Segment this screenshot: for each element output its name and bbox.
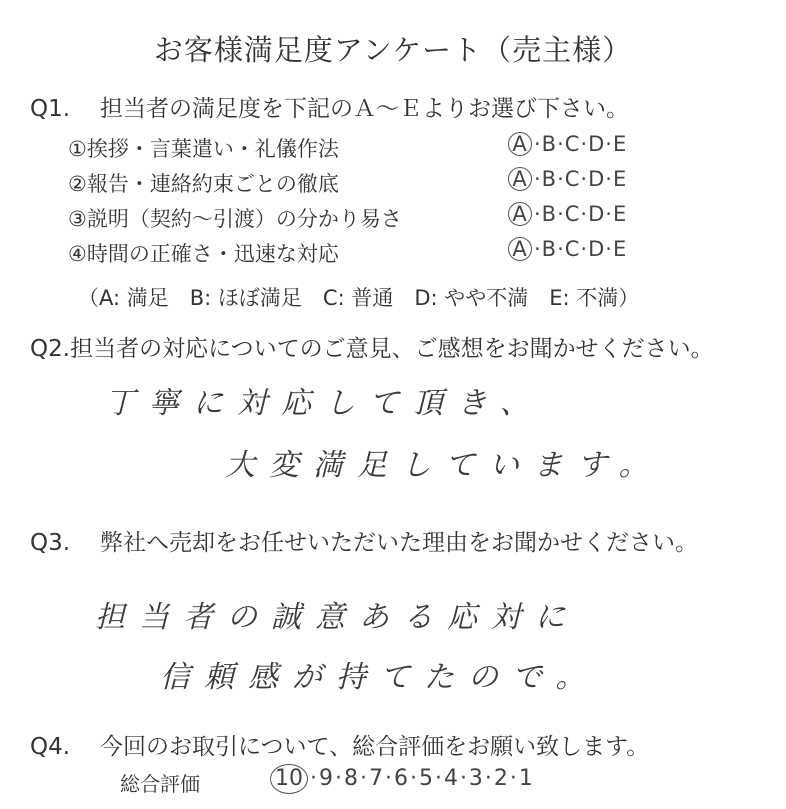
q3-handwritten-answer-line-2: 信頼感が持てたので。	[160, 660, 600, 695]
q1-item-3-other-grades: ·B·C·D·E	[534, 202, 628, 226]
q1-item-1-grades	[508, 132, 627, 156]
question-4-text: 今回のお取引について、総合評価をお願い致します。	[100, 734, 650, 760]
question-2-text: 担当者の対応についてのご意見、ご感想をお聞かせください。	[70, 336, 714, 362]
overall-score-other-values: ·9·8·7·6·5·4·3·2·1	[310, 766, 535, 791]
question-2-number: Q2.	[30, 336, 71, 362]
q1-item-4-other-grades: ·B·C·D·E	[534, 237, 628, 261]
page-title: お客様満足度アンケート（売主様）	[153, 33, 633, 67]
q1-item-4-label: ④時間の正確さ・迅速な対応	[68, 242, 339, 266]
question-2	[30, 330, 714, 363]
question-3-number: Q3.	[30, 530, 71, 556]
overall-score-label: 総合評価	[120, 772, 200, 796]
overall-score-scale	[270, 764, 535, 794]
overall-score-selected: 10	[270, 764, 308, 794]
q1-item-4-grades	[508, 237, 627, 261]
q2-handwritten-answer-line-1: 丁寧に対応して頂き、	[105, 386, 544, 421]
q1-item-3-selected-grade: A	[508, 202, 532, 226]
q2-handwritten-answer-line-2: 大変満足しています。	[225, 448, 663, 483]
q3-handwritten-answer-line-1: 担当者の誠意ある応対に	[95, 600, 579, 635]
q1-item-4-selected-grade: A	[508, 237, 532, 261]
question-3	[30, 524, 698, 557]
question-4	[30, 728, 649, 761]
q1-item-3-label: ③説明（契約～引渡）の分かり易さ	[68, 207, 402, 231]
q1-item-1-other-grades: ·B·C·D·E	[534, 132, 628, 156]
grade-legend: （A: 満足 B: ほぼ満足 C: 普通 D: やや不満 E: 不満）	[78, 286, 640, 310]
q1-item-3-grades	[508, 202, 627, 226]
q1-item-1-label: ①挨拶・言葉遣い・礼儀作法	[68, 137, 339, 161]
q1-item-2-other-grades: ·B·C·D·E	[534, 167, 628, 191]
q1-item-2-label: ②報告・連絡約束ごとの徹底	[68, 172, 339, 196]
q1-item-2-grades	[508, 167, 627, 191]
question-1-text: 担当者の満足度を下記のＡ～Ｅよりお選び下さい。	[100, 96, 629, 122]
question-1-number: Q1.	[30, 96, 71, 122]
question-3-text: 弊社へ売却をお任せいただいた理由をお聞かせください。	[100, 530, 698, 556]
q1-item-1-selected-grade: A	[508, 132, 532, 156]
q1-item-2-selected-grade: A	[508, 167, 532, 191]
question-4-number: Q4.	[30, 734, 71, 760]
question-1	[30, 90, 629, 123]
